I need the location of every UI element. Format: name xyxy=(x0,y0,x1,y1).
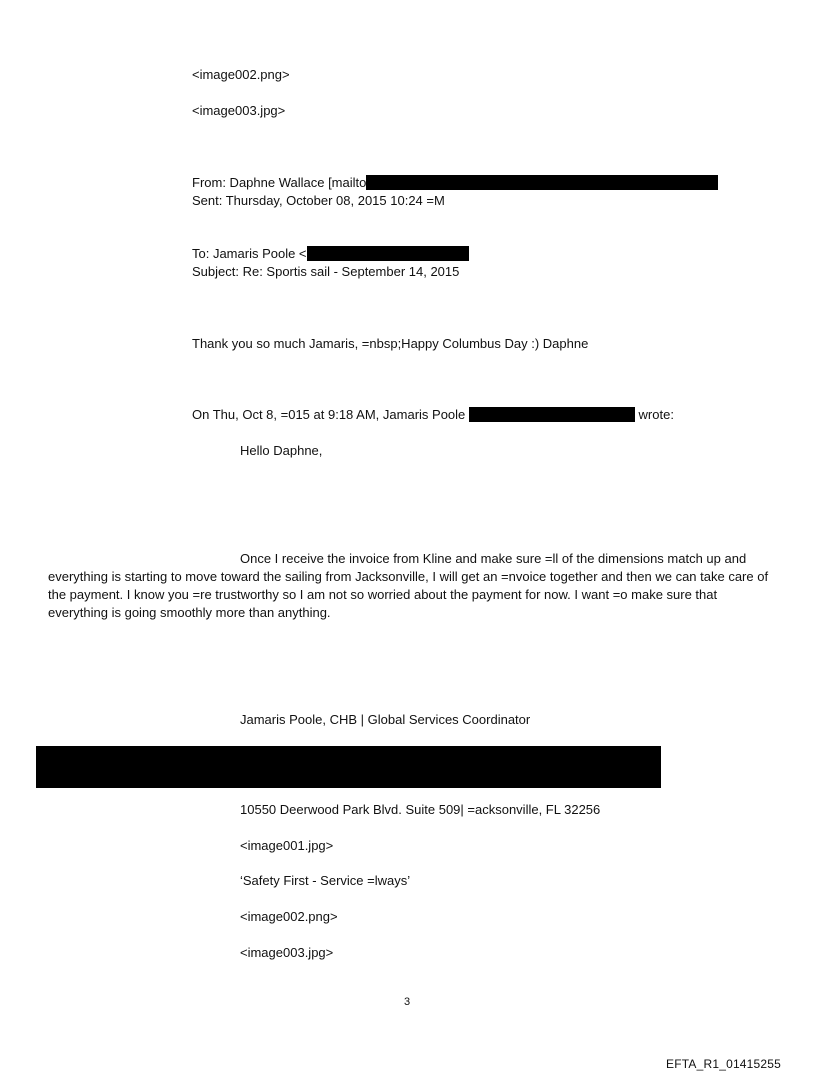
quoted-greeting: Hello Daphne, xyxy=(240,443,323,458)
sent-line: Sent: Thursday, October 08, 2015 10:24 =M xyxy=(192,193,445,208)
signature-name: Jamaris Poole, CHB | Global Services Coordinator xyxy=(240,712,531,727)
from-label: From: Daphne Wallace [mailto xyxy=(192,175,367,190)
image001-placeholder: <image001.jpg> xyxy=(240,838,334,853)
redaction-bar xyxy=(469,407,635,422)
to-label: To: Jamaris Poole < xyxy=(192,246,307,261)
reply-body: Thank you so much Jamaris, =nbsp;Happy Columbus Day :) Daphne xyxy=(192,336,589,351)
from-line xyxy=(192,174,718,192)
image003-placeholder: <image003.jpg> xyxy=(192,103,286,118)
to-line xyxy=(192,245,469,263)
document-id: EFTA_R1_01415255 xyxy=(666,1057,782,1071)
image002-placeholder: <image002.png> xyxy=(192,67,290,82)
signature-motto: ‘Safety First - Service =lways’ xyxy=(240,873,411,888)
quote-suffix: wrote: xyxy=(638,407,674,422)
image002-placeholder: <image002.png> xyxy=(240,909,338,924)
quoted-paragraph: Once I receive the invoice from Kline and make sure =ll of the dimensions match up and everything is starting to move toward the sailing from Jacksonville, I will get an =nvoice together and then we can take care of the payment. I know you =re trustworthy so I am not so worried about the payment for now. I want =o make sure that everything is going smoothly more than anything. xyxy=(48,551,769,620)
image003-placeholder: <image003.jpg> xyxy=(240,945,334,960)
quote-prefix: On Thu, Oct 8, =015 at 9:18 AM, Jamaris Poole xyxy=(192,407,466,422)
signature-address: 10550 Deerwood Park Blvd. Suite 509| =acksonville, FL 32256 xyxy=(240,802,601,817)
redaction-bar xyxy=(307,246,469,261)
redaction-bar xyxy=(366,175,718,190)
redaction-block xyxy=(36,746,661,788)
subject-line: Subject: Re: Sportis sail - September 14, 2015 xyxy=(192,264,460,279)
page-number: 3 xyxy=(404,996,411,1008)
quote-header xyxy=(192,406,674,424)
